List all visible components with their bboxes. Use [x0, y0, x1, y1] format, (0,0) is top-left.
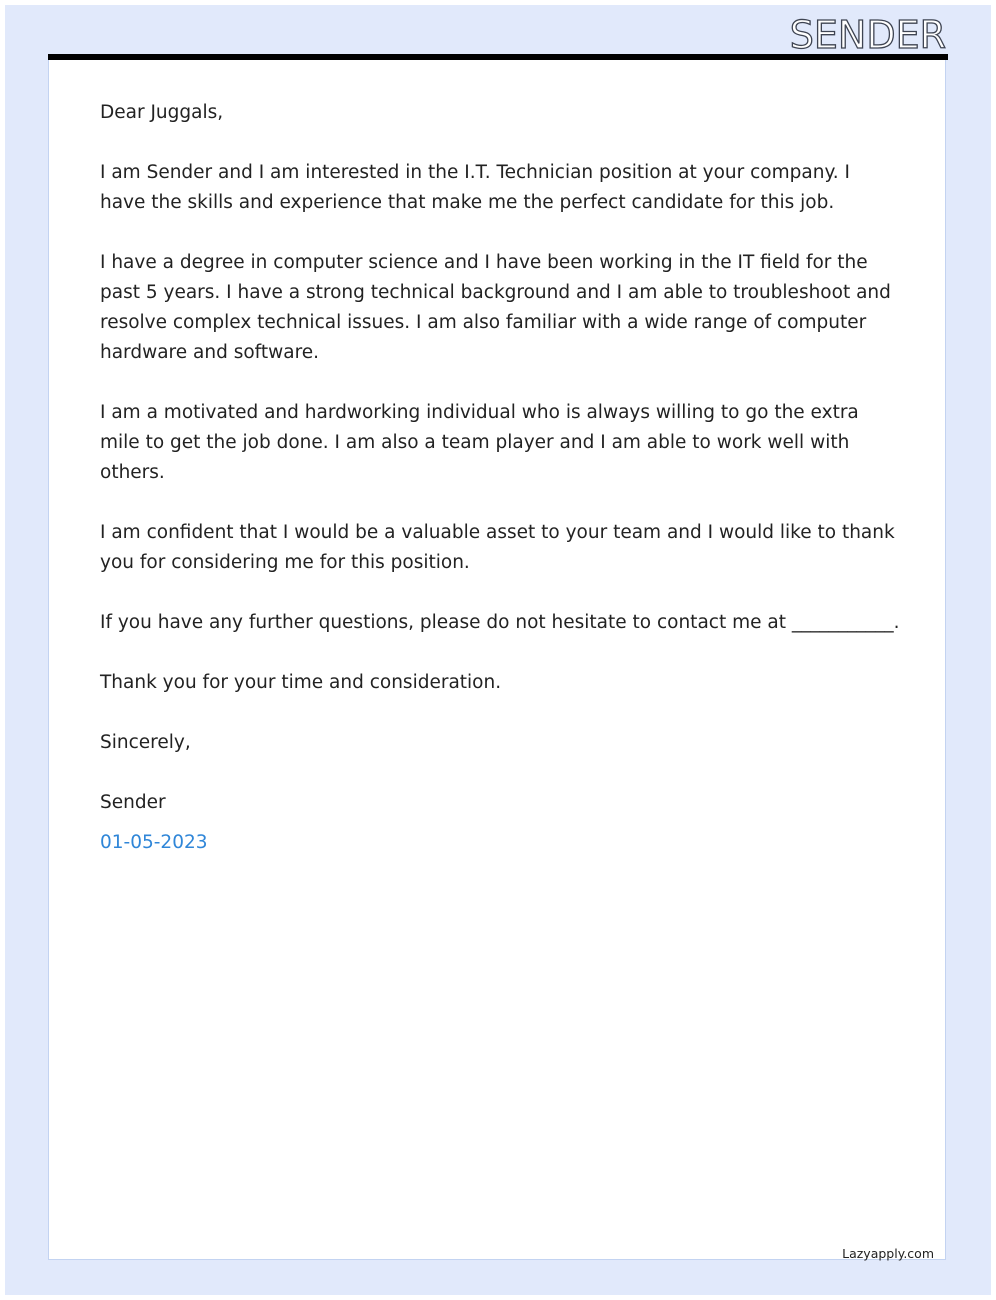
letter-body [100, 98, 900, 888]
paragraph-confidence: I am confident that I would be a valuable asset to your team and I would like to thank you for considering me for this position. [100, 522, 895, 573]
paragraph-attributes: I am a motivated and hardworking individual who is always willing to go the extra mile to get the job done. I am also a team player and I am able to work well with others. [100, 402, 859, 483]
closing: Sincerely, [100, 732, 191, 753]
paragraph-contact: If you have any further questions, please do not hesitate to contact me at ___________. [100, 612, 900, 633]
paragraph-thanks: Thank you for your time and consideration. [100, 672, 502, 693]
letter-date: 01-05-2023 [100, 832, 208, 853]
paragraph-interest: I am Sender and I am interested in the I.T. Technician position at your company. I have the skills and experience that make me the perfect candidate for this job. [100, 162, 850, 213]
signature: Sender [100, 792, 166, 813]
footer-brand: Lazyapply.com [842, 1246, 934, 1261]
sender-name-heading: SENDER [789, 13, 946, 57]
salutation: Dear Juggals, [100, 102, 224, 123]
paragraph-experience: I have a degree in computer science and I have been working in the IT field for the past 5 years. I have a strong technical background and I am able to troubleshoot and resolve complex technical issues. I am also familiar with a wide range of computer hardware and software. [100, 252, 891, 363]
